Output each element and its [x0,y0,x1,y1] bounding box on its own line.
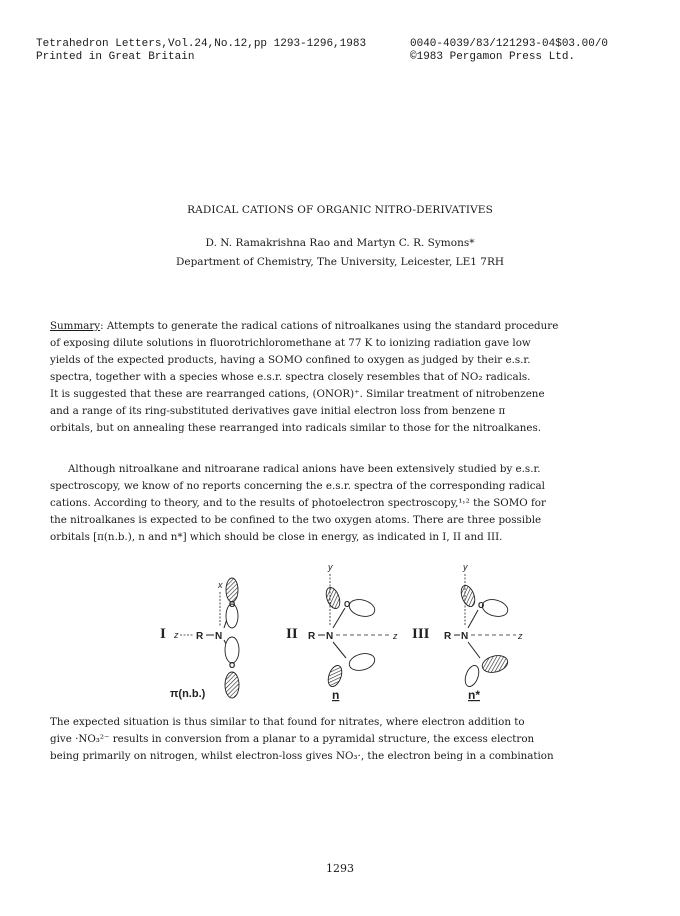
lone-pair-lobe [459,584,478,609]
summary-label: Summary [50,320,101,332]
axis-y-label-III: y [463,562,468,572]
caption-n: n [332,688,340,702]
atom-N-I: N [215,631,223,642]
summary-line: and a range of its ring-substituted derivatives gave initial electron loss from benzene π [50,405,506,417]
lone-pair-lobe [480,653,509,675]
article-code: 0040-4039/83/121293-04$03.00/0 [410,38,609,50]
atom-O-I: O [229,600,236,609]
axis-x-label-I: x [218,580,223,590]
lone-pair-lobe [347,651,376,673]
article-authors: D. N. Ramakrishna Rao and Martyn C. R. Symons* [205,237,475,249]
bond-N-O-II [333,642,346,658]
printed-in: Printed in Great Britain [36,51,195,63]
lone-pair-lobe [463,664,482,689]
body-line: cations. According to theory, and to the results of photoelectron spectroscopy,¹˒² the SOMO for [50,497,546,509]
caption-n-star: n* [468,688,480,702]
lone-pair-lobe [480,597,509,619]
atom-O-II: O [344,600,351,609]
body-line: spectroscopy, we know of no reports concerning the e.s.r. spectra of the corresponding radical [50,480,545,492]
lone-pair-lobe [326,664,345,689]
summary-line: of exposing dilute solutions in fluorotrichloromethane at 77 K to ionizing radiation gave low [50,337,531,349]
summary-paragraph [50,318,650,437]
journal-header-left [36,38,366,64]
atom-O-I: O [229,661,236,670]
group-R-III: R [444,631,452,642]
body-line: Although nitroalkane and nitroarane radical anions have been extensively studied by e.s.r. [68,463,541,475]
summary-line: spectra, together with a species whose e.s.r. spectra closely resembles that of NO₂ radicals. [50,371,531,383]
axis-z-label-III: z [518,631,523,641]
bond-N-O-III [468,642,480,658]
lone-pair-lobe [347,597,376,619]
journal-citation: Tetrahedron Letters,Vol.24,No.12,pp 1293-1296,1983 [36,38,367,50]
lone-pair-lobe [324,586,343,611]
journal-header-right [410,38,608,64]
atom-O-III: O [478,601,485,610]
p-orbital-lobe [225,672,239,698]
summary-line [50,318,650,335]
orbital-diagram [150,560,550,705]
bond-N-O-III [468,610,478,628]
summary-line-text: : Attempts to generate the radical cations of nitroalkanes using the standard procedure [100,320,559,332]
atom-N-III: N [461,631,469,642]
numeral-II: II [286,626,298,642]
group-R-II: R [308,631,316,642]
group-R-I: R [196,631,204,642]
numeral-III: III [412,626,430,642]
body-line: give ·NO₃²⁻ results in conversion from a planar to a pyramidal structure, the excess electron [50,733,535,745]
body-paragraph-nitrates [50,714,650,765]
summary-line: yields of the expected products, having a SOMO confined to oxygen as judged by their e.s.r. [50,354,531,366]
body-paragraph-intro [50,461,650,546]
body-line: being primarily on nitrogen, whilst electron-loss gives NO₃·, the electron being in a combination [50,750,554,762]
body-line: orbitals [π(n.b.), n and n*] which should be close in energy, as indicated in I, II and III. [50,531,503,543]
p-orbital-lobe [226,578,238,602]
axis-z-label-I: z [174,630,179,640]
page-number: 1293 [326,862,354,875]
axis-y-label-II: y [328,562,333,572]
article-title: RADICAL CATIONS OF ORGANIC NITRO-DERIVATIVES [187,204,493,216]
body-line: the nitroalkanes is expected to be confined to the two oxygen atoms. There are three possible [50,514,542,526]
summary-line: It is suggested that these are rearranged cations, (ONOR)⁺. Similar treatment of nitrobenzene [50,388,545,400]
bond-N-O-II [333,608,345,628]
summary-line: orbitals, but on annealing these rearranged into radicals similar to those for the nitroalkanes. [50,422,542,434]
body-line: The expected situation is thus similar to that found for nitrates, where electron addition to [50,716,525,728]
caption-pi-nb: π(n.b.) [170,688,206,700]
atom-N-II: N [326,631,334,642]
p-orbital-lobe [225,637,239,663]
copyright: ©1983 Pergamon Press Ltd. [410,51,576,63]
numeral-I: I [160,626,166,642]
axis-z-label-II: z [393,631,398,641]
article-affiliation: Department of Chemistry, The University, Leicester, LE1 7RH [175,256,505,268]
